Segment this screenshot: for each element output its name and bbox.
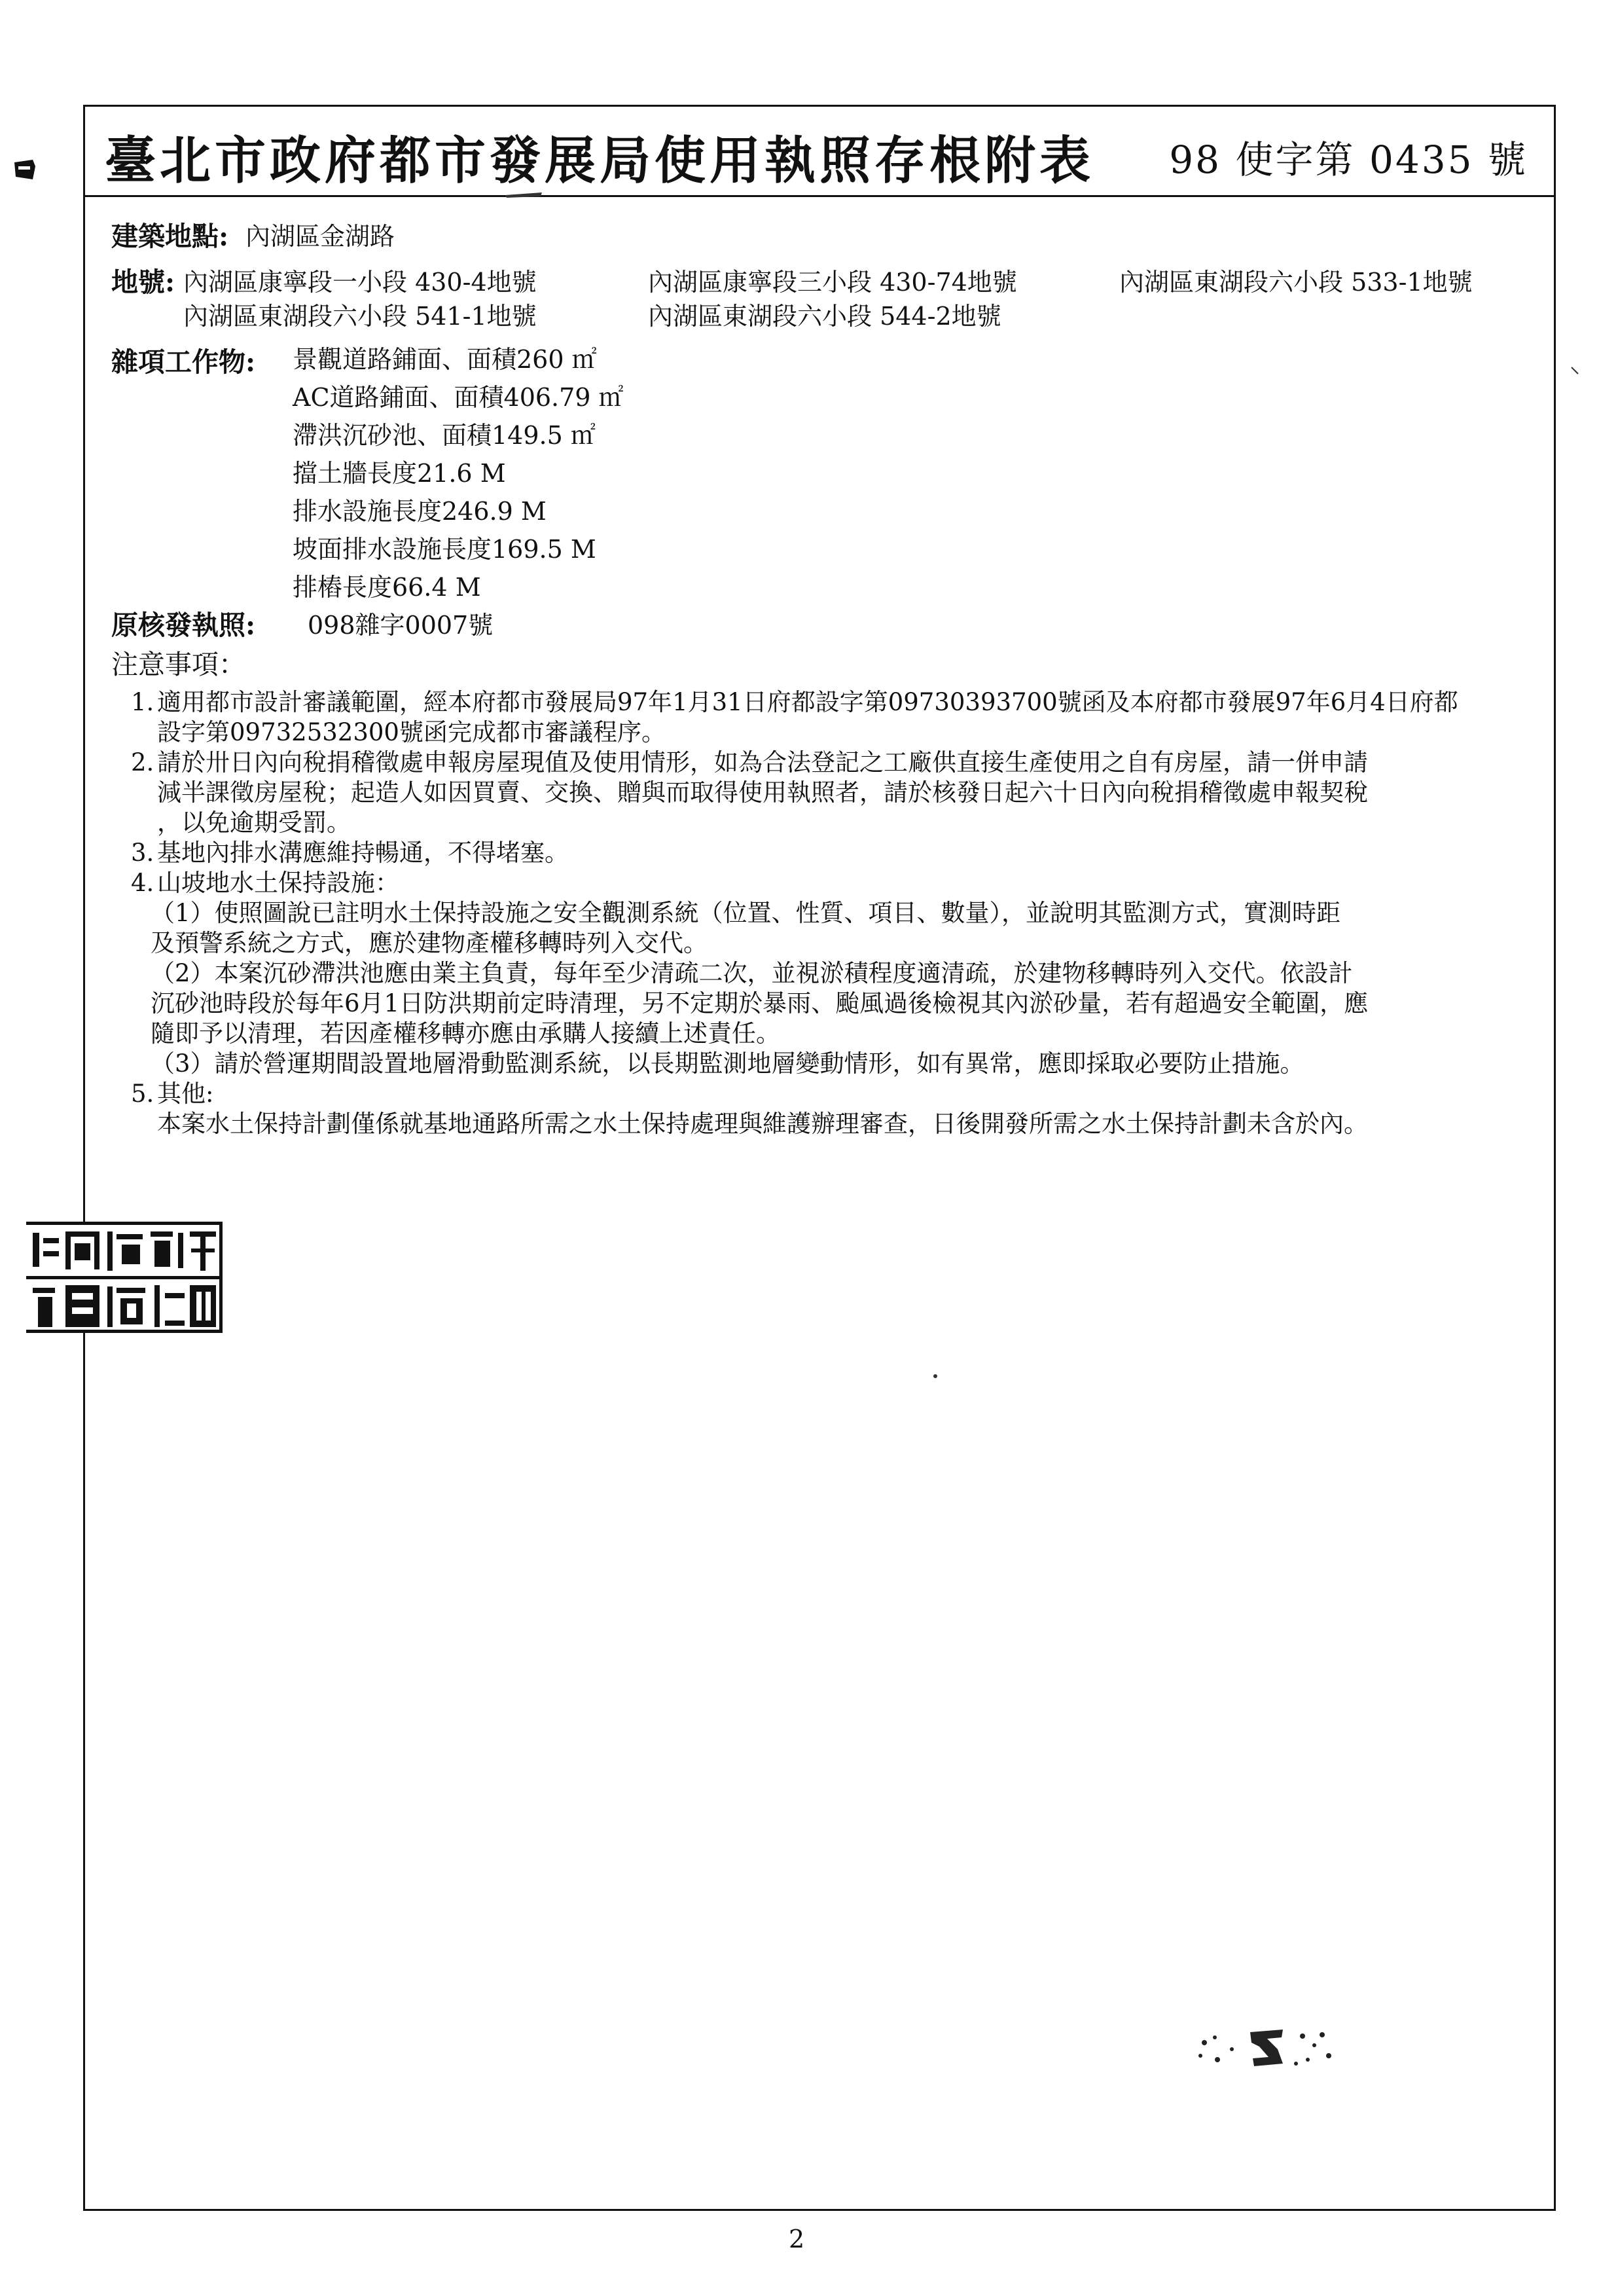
work-item: 排樁長度66.4 M bbox=[293, 573, 481, 602]
scan-edge-mark bbox=[13, 157, 39, 183]
notes-heading: 注意事項： bbox=[111, 649, 245, 680]
note-number: 5. bbox=[131, 1080, 154, 1108]
page-title: 臺北市政府都市發展局使用執照存根附表 bbox=[105, 131, 1095, 191]
note-line: 隨即予以清理，若因產權移轉亦應由承購人接續上述責任。 bbox=[151, 1019, 780, 1048]
page-number: 2 bbox=[789, 2225, 805, 2253]
note-4 bbox=[131, 868, 1564, 898]
work-item: 擋土牆長度21.6 M bbox=[293, 459, 506, 488]
note-line: 及預警系統之方式，應於建物產權移轉時列入交代。 bbox=[151, 929, 708, 957]
note-line: ，以免逾期受罰。 bbox=[157, 809, 351, 837]
note-line: 本案水土保持計劃僅係就基地通路所需之水土保持處理與維護辦理審查，日後開發所需之水土保持計劃未含於內。 bbox=[157, 1110, 1368, 1138]
original-license-label: 原核發執照: bbox=[111, 610, 256, 641]
note-line: 其他: bbox=[157, 1080, 214, 1108]
work-item: 坡面排水設施長度169.5 M bbox=[293, 535, 596, 564]
stamp-mark bbox=[1191, 2023, 1342, 2075]
note-line: 設字第09732532300號函完成都市審議程序。 bbox=[157, 718, 666, 746]
lot-number: 內湖區東湖段六小段 533-1地號 bbox=[1119, 268, 1473, 297]
note-number: 4. bbox=[131, 869, 154, 897]
works-list bbox=[293, 340, 624, 606]
work-item: 排水設施長度246.9 M bbox=[293, 497, 547, 526]
note-1 bbox=[131, 687, 1564, 748]
note-line: 基地內排水溝應維持暢通，不得堵塞。 bbox=[157, 839, 569, 867]
site-value: 內湖區金湖路 bbox=[245, 222, 395, 251]
note-line: 沉砂池時段於每年6月1日防洪期前定時清理，另不定期於暴雨、颱風過後檢視其內淤砂量，若有超過安全範圍，應 bbox=[151, 989, 1369, 1017]
note-number: 1. bbox=[131, 688, 154, 716]
note-line: 適用都市設計審議範圍，經本府都市發展局97年1月31日府都設字第09730393700號函及本府都市發展97年6月4日府都 bbox=[157, 688, 1458, 716]
scan-speck bbox=[933, 1374, 938, 1379]
scan-speck bbox=[504, 190, 543, 199]
note-line: （1）使照圖說已註明水土保持設施之安全觀測系統（位置、性質、項目、數量），並說明其監測方式，實測時距 bbox=[151, 899, 1341, 927]
lot-number: 內湖區東湖段六小段 544-2地號 bbox=[648, 302, 1001, 331]
lot-number: 內湖區東湖段六小段 541-1地號 bbox=[183, 302, 537, 331]
note-number: 2. bbox=[131, 748, 154, 776]
note-5 bbox=[131, 1079, 1564, 1139]
note-line: （2）本案沉砂滯洪池應由業主負責，每年至少清疏二次，並視淤積程度適清疏，於建物移轉時列入交代。依設計 bbox=[151, 959, 1353, 987]
title-band bbox=[85, 107, 1554, 197]
site-label: 建築地點: bbox=[111, 221, 229, 252]
note-3 bbox=[131, 838, 1564, 868]
notes-list bbox=[131, 687, 1564, 1139]
note-line: 山坡地水土保持設施： bbox=[157, 869, 399, 897]
note-number: 3. bbox=[131, 839, 154, 867]
work-item: 景觀道路鋪面、面積260 ㎡ bbox=[293, 345, 597, 374]
note-line: 請於卅日內向稅捐稽徵處申報房屋現值及使用情形，如為合法登記之工廠供直接生產使用之自有房屋，請一併申請 bbox=[157, 748, 1368, 776]
works-label: 雜項工作物: bbox=[111, 346, 256, 378]
work-item: 滯洪沉砂池、面積149.5 ㎡ bbox=[293, 421, 596, 450]
note-line: （3）請於營運期間設置地層滑動監測系統，以長期監測地層變動情形，如有異常，應即採取必要防止措施。 bbox=[151, 1049, 1304, 1078]
official-seal bbox=[26, 1222, 223, 1333]
original-license-value: 098雜字0007號 bbox=[308, 611, 494, 640]
note-line: 減半課徵房屋稅；起造人如因買賣、交換、贈與而取得使用執照者，請於核發日起六十日內向稅捐稽徵處申報契稅 bbox=[157, 778, 1368, 807]
scan-speck bbox=[1571, 367, 1579, 374]
note-4-subitems bbox=[131, 898, 1564, 1079]
work-item: AC道路鋪面、面積406.79 ㎡ bbox=[293, 383, 624, 412]
seal-glyphs bbox=[26, 1225, 223, 1333]
license-number: 98 使字第 0435 號 bbox=[1169, 137, 1528, 182]
note-2 bbox=[131, 748, 1564, 838]
lot-number: 內湖區康寧段三小段 430-74地號 bbox=[648, 268, 1017, 297]
lot-label: 地號: bbox=[111, 266, 175, 298]
lot-number: 內湖區康寧段一小段 430-4地號 bbox=[183, 268, 537, 297]
